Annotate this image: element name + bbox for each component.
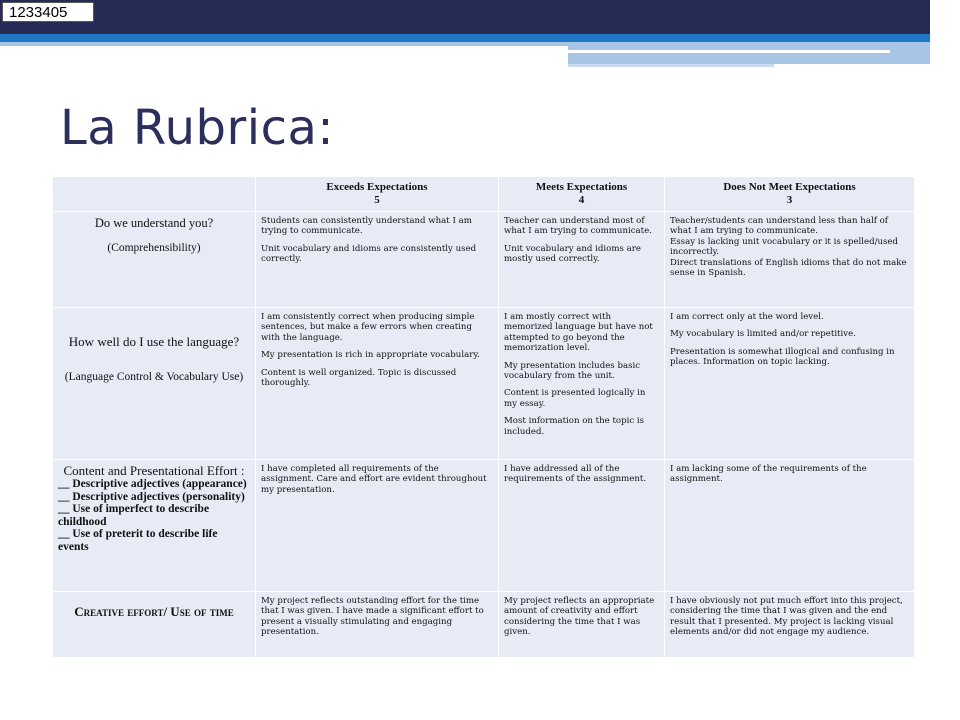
table-row	[53, 212, 915, 308]
checklist-item: __ Use of preterit to describe life events	[58, 528, 218, 553]
criterion-cell	[53, 212, 256, 308]
exceeds-cell	[256, 592, 499, 658]
cell-text: I am correct only at the word level.	[670, 312, 824, 322]
cell-text: Teacher/students can understand less than half of what I am trying to communicate.	[670, 216, 888, 237]
table-row	[53, 460, 915, 592]
criterion-title: Do we understand you?	[94, 216, 214, 230]
exceeds-cell	[256, 308, 499, 460]
cell-text: I am consistently correct when producing simple sentences, but make a few errors when creating with the language.	[261, 312, 475, 343]
header-score: 5	[374, 194, 380, 206]
header-empty-cell	[53, 177, 256, 212]
cell-text: Content is presented logically in my essay.	[504, 388, 646, 409]
checklist-item: __ Descriptive adjectives (appearance)	[58, 478, 247, 490]
accent-stripe-block	[568, 42, 930, 64]
header-exceeds	[256, 177, 499, 212]
header-label: Exceeds Expectations	[326, 181, 428, 193]
criterion-cell	[53, 460, 256, 592]
rubric-table	[52, 176, 915, 658]
accent-stripe	[0, 34, 930, 42]
header-meets	[499, 177, 665, 212]
accent-stripe-highlight	[568, 50, 890, 53]
checklist-item: __ Use of imperfect to describe childhood	[58, 503, 210, 528]
criterion-subtitle: (Comprehensibility)	[107, 242, 201, 254]
criterion-checklist	[58, 478, 250, 553]
cell-text: Students can consistently understand what I am trying to communicate.	[261, 216, 472, 237]
cell-text: Content is well organized. Topic is discussed thoroughly.	[261, 367, 457, 389]
accent-stripe-light	[0, 42, 568, 46]
cell-text: My project reflects outstanding effort for the time that I was given. I have made a significant effort to present a visually stimulating and engaging presentation.	[261, 596, 484, 638]
meets-cell	[499, 308, 665, 460]
cell-text: I have obviously not put much effort into this project, considering the time that I was given and the end result that I presented. My project is lacking visual elements and/or did not engage my audience.	[670, 596, 903, 638]
does-not-meet-cell	[665, 592, 915, 658]
criterion-title: Creative effort/ Use of time	[74, 604, 234, 619]
exceeds-cell	[256, 460, 499, 592]
cell-text: My project reflects an appropriate amount of creativity and effort considering the time that I was given.	[504, 596, 655, 638]
cell-text: My presentation is rich in appropriate vocabulary.	[261, 350, 480, 361]
cell-text: Unit vocabulary and idioms are consistently used correctly.	[261, 243, 477, 265]
cell-text: Essay is lacking unit vocabulary or it is spelled/used incorrectly.	[670, 236, 899, 258]
cell-text: My vocabulary is limited and/or repetitive.	[670, 329, 856, 340]
page-title: La Rubrica:	[60, 100, 335, 156]
header-score: 3	[786, 194, 793, 206]
header-does-not-meet	[665, 177, 915, 212]
cell-text: My presentation includes basic vocabulary from the unit.	[504, 360, 641, 382]
table-header-row	[53, 177, 915, 212]
slide-id-label: 1233405	[2, 2, 94, 22]
meets-cell	[499, 460, 665, 592]
criterion-title: Content and Presentational Effort :	[63, 463, 245, 478]
cell-text: Direct translations of English idioms that do not make sense in Spanish.	[670, 257, 907, 279]
header-label: Meets Expectations	[535, 181, 628, 193]
criterion-cell	[53, 592, 256, 658]
cell-text: Unit vocabulary and idioms are mostly used correctly.	[504, 243, 641, 265]
criterion-cell	[53, 308, 256, 460]
cell-text: Most information on the topic is included.	[504, 416, 645, 437]
cell-text: I have completed all requirements of the assignment. Care and effort are evident throughout my presentation.	[261, 464, 487, 495]
header-score: 4	[578, 194, 585, 206]
cell-text: Presentation is somewhat illogical and confusing in places. Information on topic lacking.	[670, 346, 895, 368]
checklist-item: __ Descriptive adjectives (personality)	[58, 490, 245, 503]
accent-stripe-thin	[568, 64, 774, 67]
does-not-meet-cell	[665, 212, 915, 308]
cell-text: I am mostly correct with memorized language but have not attempted to go beyond the memorization level.	[504, 312, 653, 354]
table-row	[53, 308, 915, 460]
cell-text: I am lacking some of the requirements of the assignment.	[670, 464, 867, 485]
meets-cell	[499, 212, 665, 308]
cell-text: I have addressed all of the requirements of the assignment.	[504, 464, 647, 485]
does-not-meet-cell	[665, 460, 915, 592]
header-label: Does Not Meet Expectations	[723, 181, 856, 193]
table-row	[53, 592, 915, 658]
does-not-meet-cell	[665, 308, 915, 460]
meets-cell	[499, 592, 665, 658]
criterion-title: How well do I use the language?	[68, 334, 240, 349]
exceeds-cell	[256, 212, 499, 308]
criterion-subtitle: (Language Control & Vocabulary Use)	[64, 371, 244, 383]
cell-text: Teacher can understand most of what I am trying to communicate.	[504, 216, 652, 237]
top-banner	[0, 0, 930, 34]
decorative-vertical-lines	[928, 0, 960, 64]
